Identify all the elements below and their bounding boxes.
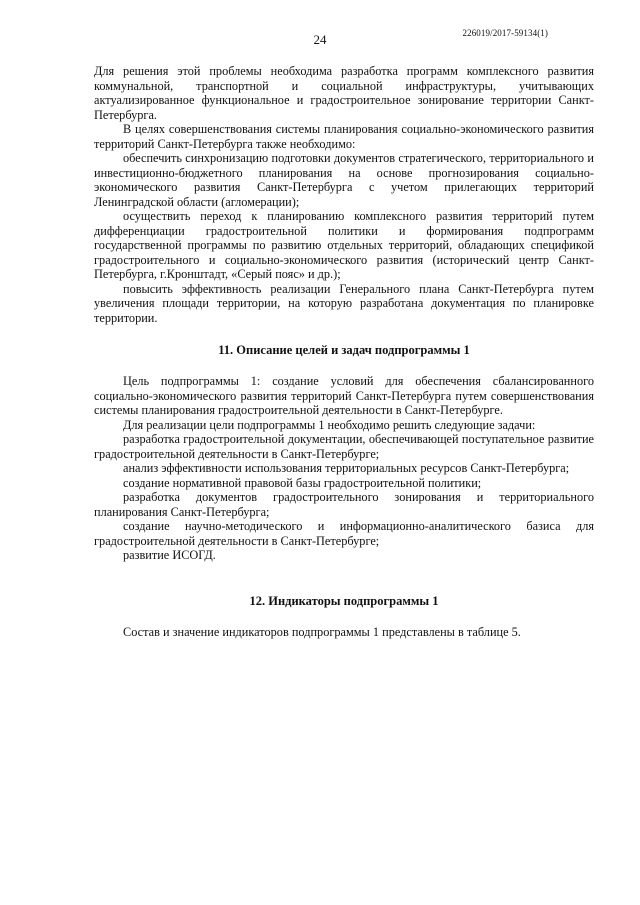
section-heading-12: 12. Индикаторы подпрограммы 1 xyxy=(249,594,439,608)
list-item: развитие ИСОГД. xyxy=(123,548,216,562)
list-item: осуществить переход к планированию комплексного развития территорий путем дифференциации градостроительной политики и формирования подпрограмм государственной программы по развитию отдельных территорий, обладающих спецификой градостроительного и социально-экономического развития (исторический центр Санкт-Петербурга, г.Кронштадт, «Серый пояс» и др.); xyxy=(94,209,594,281)
paragraph: В целях совершенствования системы планирования социально-экономического развития территорий Санкт-Петербурга также необходимо: xyxy=(94,122,594,151)
intro-section xyxy=(94,64,594,325)
section-heading-11: 11. Описание целей и задач подпрограммы 1 xyxy=(218,343,470,357)
list-item: создание научно-методического и информационно-аналитического базиса для градостроительной деятельности в Санкт-Петербурге; xyxy=(94,519,594,548)
list-item: разработка документов градостроительного зонирования и территориального планирования Санкт-Петербурга; xyxy=(94,490,594,519)
list-item: разработка градостроительной документации, обеспечивающей поступательное развитие градостроительной деятельности в Санкт-Петербурге; xyxy=(94,432,594,461)
list-item: анализ эффективности использования территориальных ресурсов Санкт-Петербурга; xyxy=(123,461,570,475)
paragraph: Для реализации цели подпрограммы 1 необходимо решить следующие задачи: xyxy=(123,417,536,432)
list-item: создание нормативной правовой базы градостроительной политики; xyxy=(123,475,482,490)
paragraph: Цель подпрограммы 1: создание условий для обеспечения сбалансированного социально-экономического развития территорий Санкт-Петербурга путем совершенствования системы планирования градостроительной деятельности в Санкт-Петербурге. xyxy=(94,374,594,417)
paragraph: Для решения этой проблемы необходима разработка программ комплексного развития коммунальной, транспортной и социальной инфраструктуры, учитывающих актуализированное функциональное и градостроительное зонирование территории Санкт-Петербурга. xyxy=(94,64,594,122)
list-item: повысить эффективность реализации Генерального плана Санкт-Петербурга путем увеличения площади территории, на которую разработана документация по планировке территории. xyxy=(94,281,594,325)
list-item: обеспечить синхронизацию подготовки документов стратегического, территориального и инвестиционно-бюджетного планирования на основе прогнозирования социально-экономического развития Санкт-Петербурга с учетом прилегающих территорий Ленинградской области (агломерации); xyxy=(94,151,594,209)
section-11-body xyxy=(94,374,594,563)
page-number: 24 xyxy=(313,32,327,47)
document-id: 226019/2017-59134(1) xyxy=(462,28,548,38)
section-12-body xyxy=(94,625,594,640)
paragraph: Состав и значение индикаторов подпрограммы 1 представлены в таблице 5. xyxy=(123,625,521,639)
